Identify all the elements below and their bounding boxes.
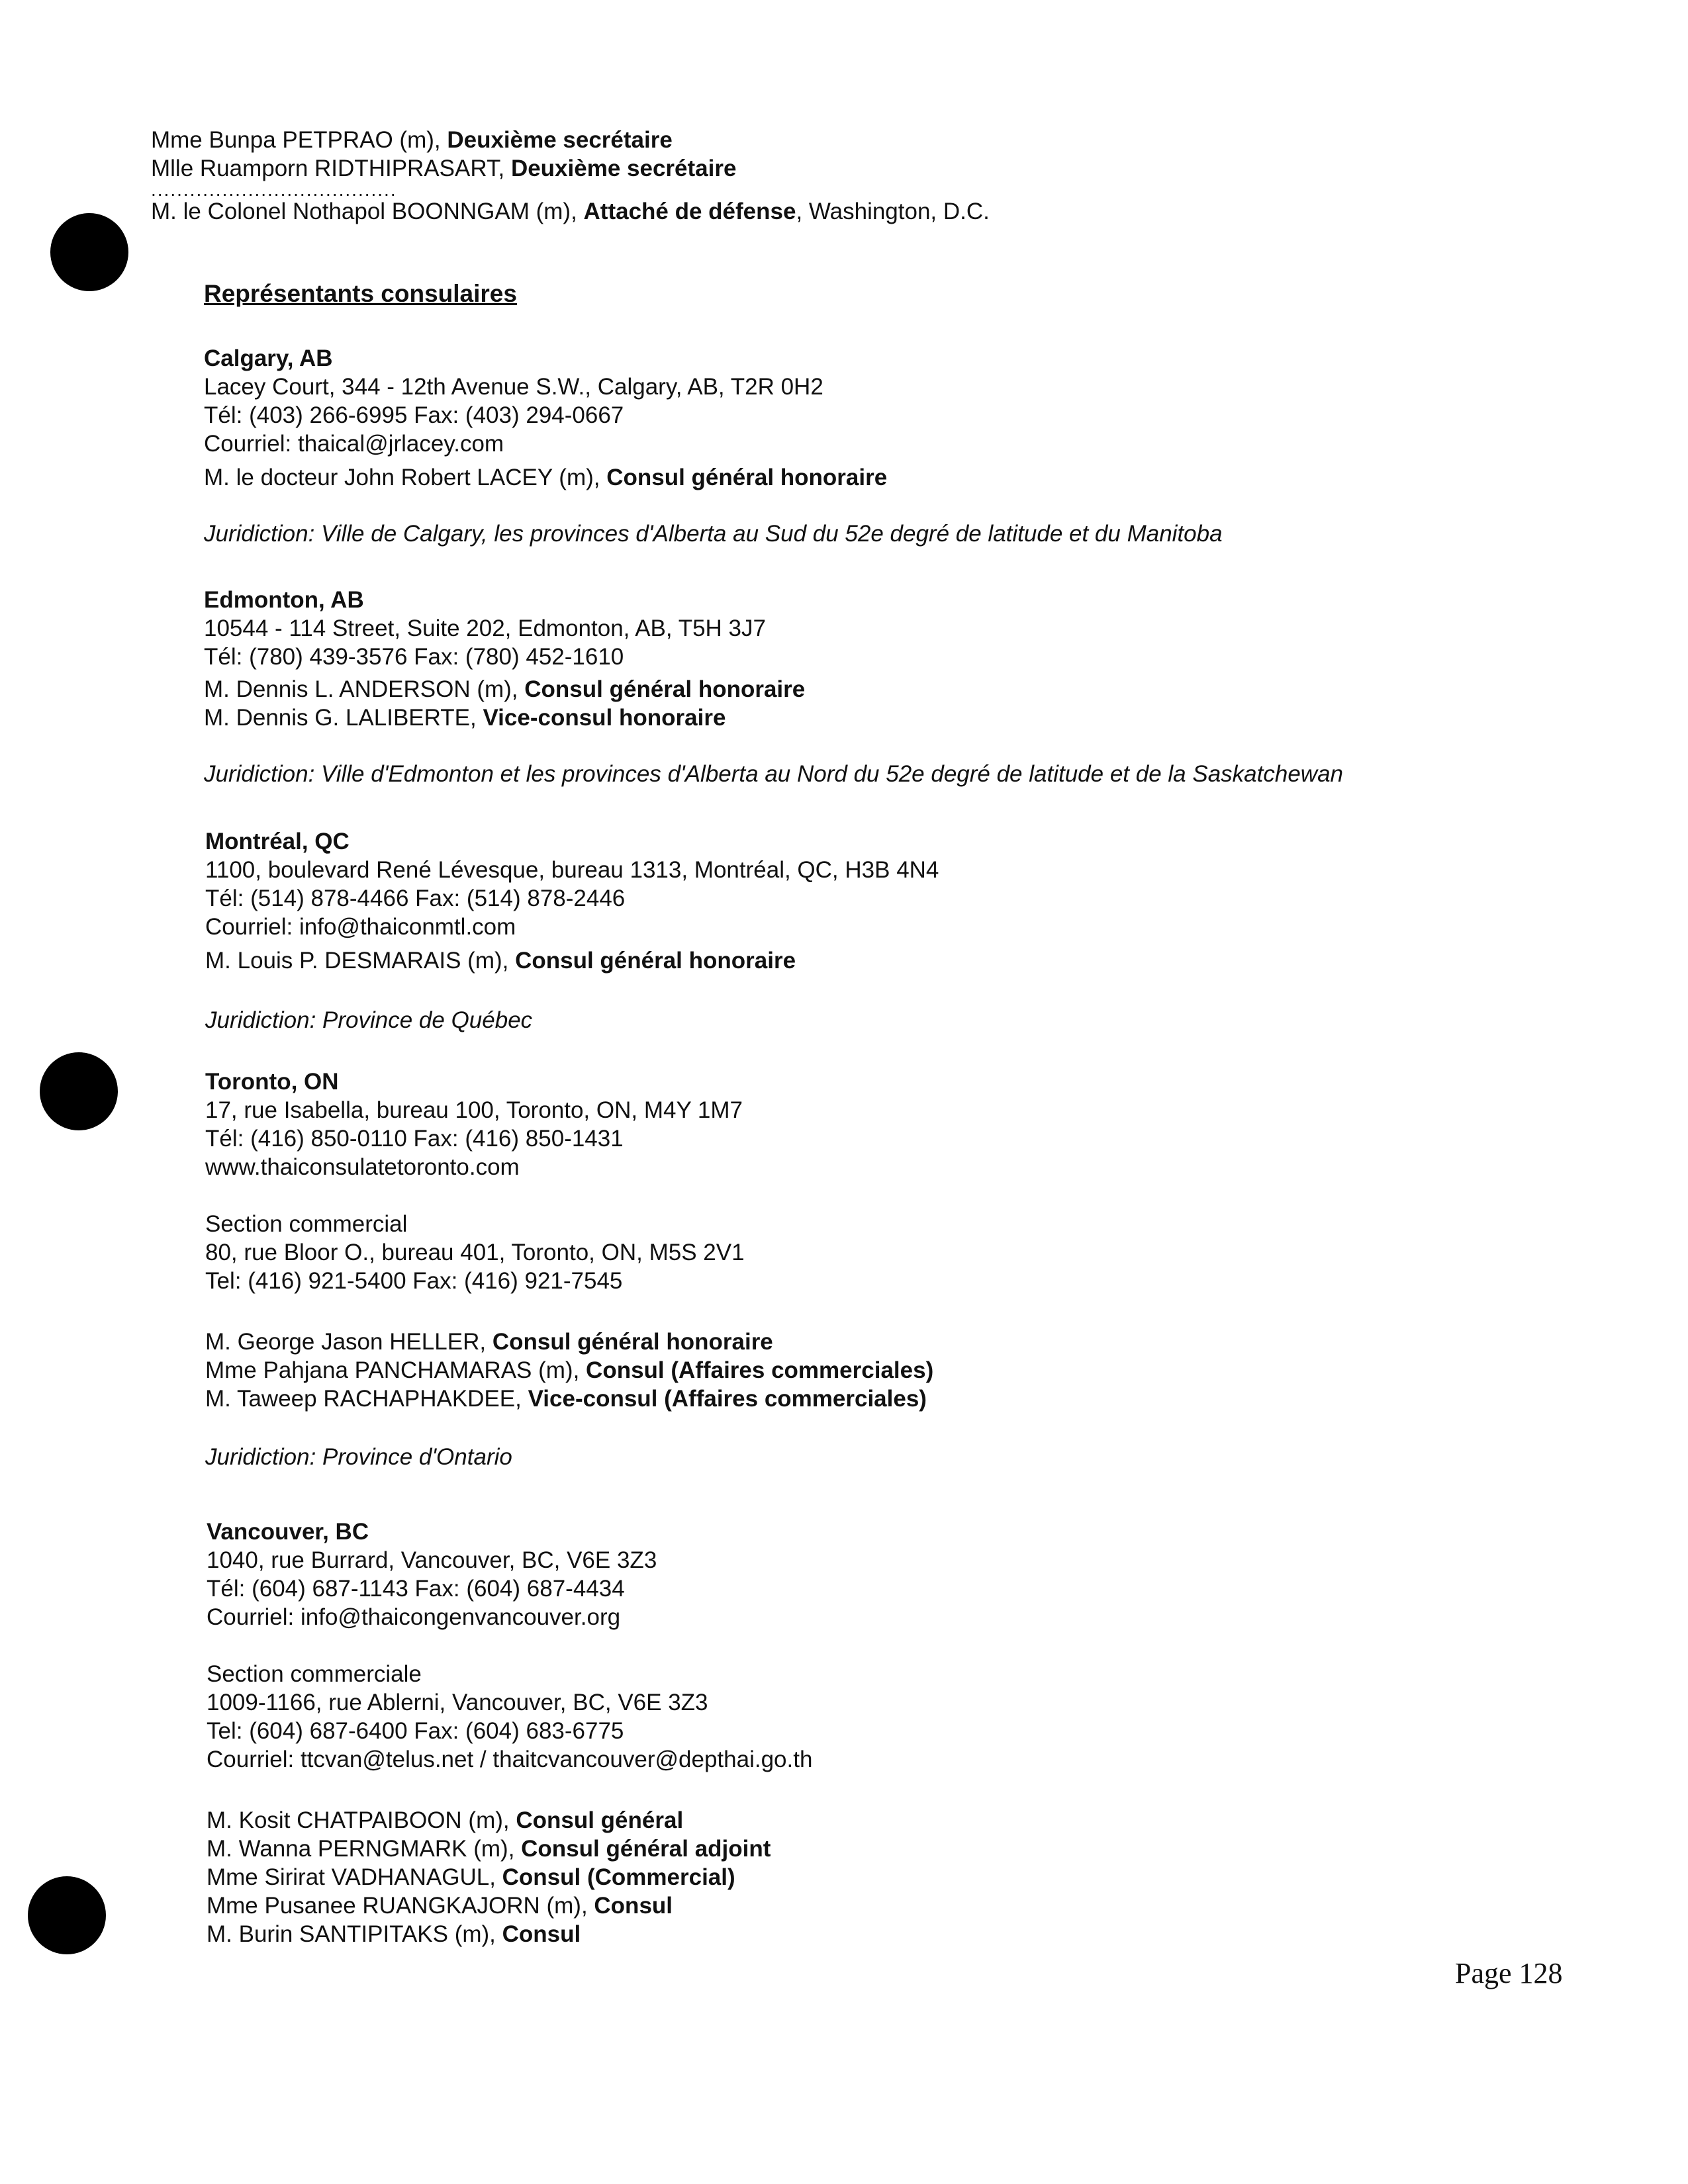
official-name: Mme Sirirat VADHANAGUL,	[207, 1864, 502, 1890]
official	[204, 704, 1343, 732]
official-name: M. Louis P. DESMARAIS (m),	[205, 948, 516, 974]
staff-title: Deuxième secrétaire	[447, 127, 673, 153]
official	[205, 946, 939, 975]
staff-line-attache	[151, 197, 990, 226]
official-title: Consul général honoraire	[606, 465, 888, 490]
punch-hole-bottom	[28, 1876, 106, 1954]
address: Lacey Court, 344 - 12th Avenue S.W., Calgary, AB, T2R 0H2	[204, 374, 823, 400]
address: 1040, rue Burrard, Vancouver, BC, V6E 3Z3	[207, 1547, 657, 1573]
official-title: Vice-consul honoraire	[483, 705, 726, 731]
website: www.thaiconsulatetoronto.com	[205, 1154, 520, 1180]
official-name: M. Kosit CHATPAIBOON (m),	[207, 1807, 516, 1833]
consulate-edmonton	[204, 586, 1343, 788]
jurisdiction: Juridiction: Ville d'Edmonton et les provinces d'Alberta au Nord du 52e degré de latitude et de la Saskatchewan	[204, 761, 1343, 787]
commercial-phone-fax: Tel: (416) 921-5400 Fax: (416) 921-7545	[205, 1268, 623, 1294]
official	[204, 675, 1343, 704]
staff-title: Attaché de défense	[583, 199, 796, 224]
official-name: M. Dennis G. LALIBERTE,	[204, 705, 483, 731]
phone-fax: Tél: (780) 439-3576 Fax: (780) 452-1610	[204, 644, 624, 670]
official-title: Consul général honoraire	[492, 1329, 773, 1355]
staff-name: Mlle Ruamporn RIDTHIPRASART,	[151, 156, 511, 181]
official-name: M. Dennis L. ANDERSON (m),	[204, 676, 525, 702]
phone-fax: Tél: (416) 850-0110 Fax: (416) 850-1431	[205, 1126, 624, 1152]
official-name: M. Taweep RACHAPHAKDEE,	[205, 1386, 528, 1412]
official	[205, 1328, 933, 1356]
official-name: M. Wanna PERNGMARK (m),	[207, 1836, 522, 1862]
official-name: Mme Pahjana PANCHAMARAS (m),	[205, 1357, 586, 1383]
commercial-address: 1009-1166, rue Ablerni, Vancouver, BC, V6E 3Z3	[207, 1690, 708, 1715]
staff-name: M. le Colonel Nothapol BOONNGAM (m),	[151, 199, 584, 224]
official	[204, 463, 1223, 492]
official	[205, 1356, 933, 1385]
official-title: Consul général honoraire	[524, 676, 806, 702]
city-heading: Edmonton, AB	[204, 587, 364, 613]
phone-fax: Tél: (604) 687-1143 Fax: (604) 687-4434	[207, 1576, 625, 1602]
dotted-separator: ......................................	[151, 179, 397, 200]
commercial-address: 80, rue Bloor O., bureau 401, Toronto, ON, M5S 2V1	[205, 1240, 745, 1265]
official-title: Consul	[594, 1893, 673, 1919]
official-title: Consul (Affaires commerciales)	[586, 1357, 934, 1383]
section-heading: Représentants consulaires	[204, 280, 517, 307]
staff-location: , Washington, D.C.	[796, 199, 990, 224]
staff-name: Mme Bunpa PETPRAO (m),	[151, 127, 447, 153]
official	[207, 1891, 812, 1920]
address: 17, rue Isabella, bureau 100, Toronto, ON, M4Y 1M7	[205, 1097, 743, 1123]
commercial-phone-fax: Tel: (604) 687-6400 Fax: (604) 683-6775	[207, 1718, 624, 1744]
official-name: M. George Jason HELLER,	[205, 1329, 492, 1355]
page-number: Page 128	[1455, 1957, 1563, 1989]
consulate-calgary	[204, 344, 1223, 548]
city-heading: Toronto, ON	[205, 1069, 339, 1095]
jurisdiction: Juridiction: Province de Québec	[205, 1007, 533, 1033]
email: Courriel: info@thaiconmtl.com	[205, 914, 516, 940]
staff-line-2	[151, 154, 990, 183]
official-name: M. Burin SANTIPITAKS (m),	[207, 1921, 502, 1947]
email: Courriel: info@thaicongenvancouver.org	[207, 1604, 621, 1630]
jurisdiction: Juridiction: Province d'Ontario	[205, 1444, 512, 1470]
official	[207, 1835, 812, 1863]
official-title: Consul général adjoint	[521, 1836, 771, 1862]
phone-fax: Tél: (514) 878-4466 Fax: (514) 878-2446	[205, 886, 626, 911]
official-title: Consul général	[516, 1807, 684, 1833]
address: 10544 - 114 Street, Suite 202, Edmonton, AB, T5H 3J7	[204, 615, 766, 641]
official-name: M. le docteur John Robert LACEY (m),	[204, 465, 607, 490]
city-heading: Montréal, QC	[205, 829, 350, 854]
consulate-vancouver	[207, 1518, 812, 1948]
staff-title: Deuxième secrétaire	[510, 156, 737, 181]
commercial-section-title: Section commercial	[205, 1211, 408, 1237]
punch-hole-middle	[40, 1052, 118, 1130]
email: Courriel: thaical@jrlacey.com	[204, 431, 504, 457]
city-heading: Vancouver, BC	[207, 1519, 369, 1545]
official	[207, 1920, 812, 1948]
address: 1100, boulevard René Lévesque, bureau 1313, Montréal, QC, H3B 4N4	[205, 857, 939, 883]
official-title: Consul	[502, 1921, 581, 1947]
staff-line-1	[151, 126, 990, 154]
official-title: Consul (Commercial)	[502, 1864, 735, 1890]
commercial-section-title: Section commerciale	[207, 1661, 422, 1687]
punch-hole-top	[50, 213, 128, 291]
jurisdiction: Juridiction: Ville de Calgary, les provinces d'Alberta au Sud du 52e degré de latitude et du Manitoba	[204, 521, 1223, 547]
official	[207, 1806, 812, 1835]
official-name: Mme Pusanee RUANGKAJORN (m),	[207, 1893, 594, 1919]
consulate-toronto	[205, 1068, 933, 1471]
official	[207, 1863, 812, 1891]
consulate-montreal	[205, 827, 939, 1034]
city-heading: Calgary, AB	[204, 345, 333, 371]
commercial-email: Courriel: ttcvan@telus.net / thaitcvancouver@depthai.go.th	[207, 1747, 813, 1772]
official-title: Vice-consul (Affaires commerciales)	[528, 1386, 927, 1412]
official-title: Consul général honoraire	[515, 948, 796, 974]
top-staff-list	[151, 126, 990, 226]
official	[205, 1385, 933, 1413]
phone-fax: Tél: (403) 266-6995 Fax: (403) 294-0667	[204, 402, 624, 428]
